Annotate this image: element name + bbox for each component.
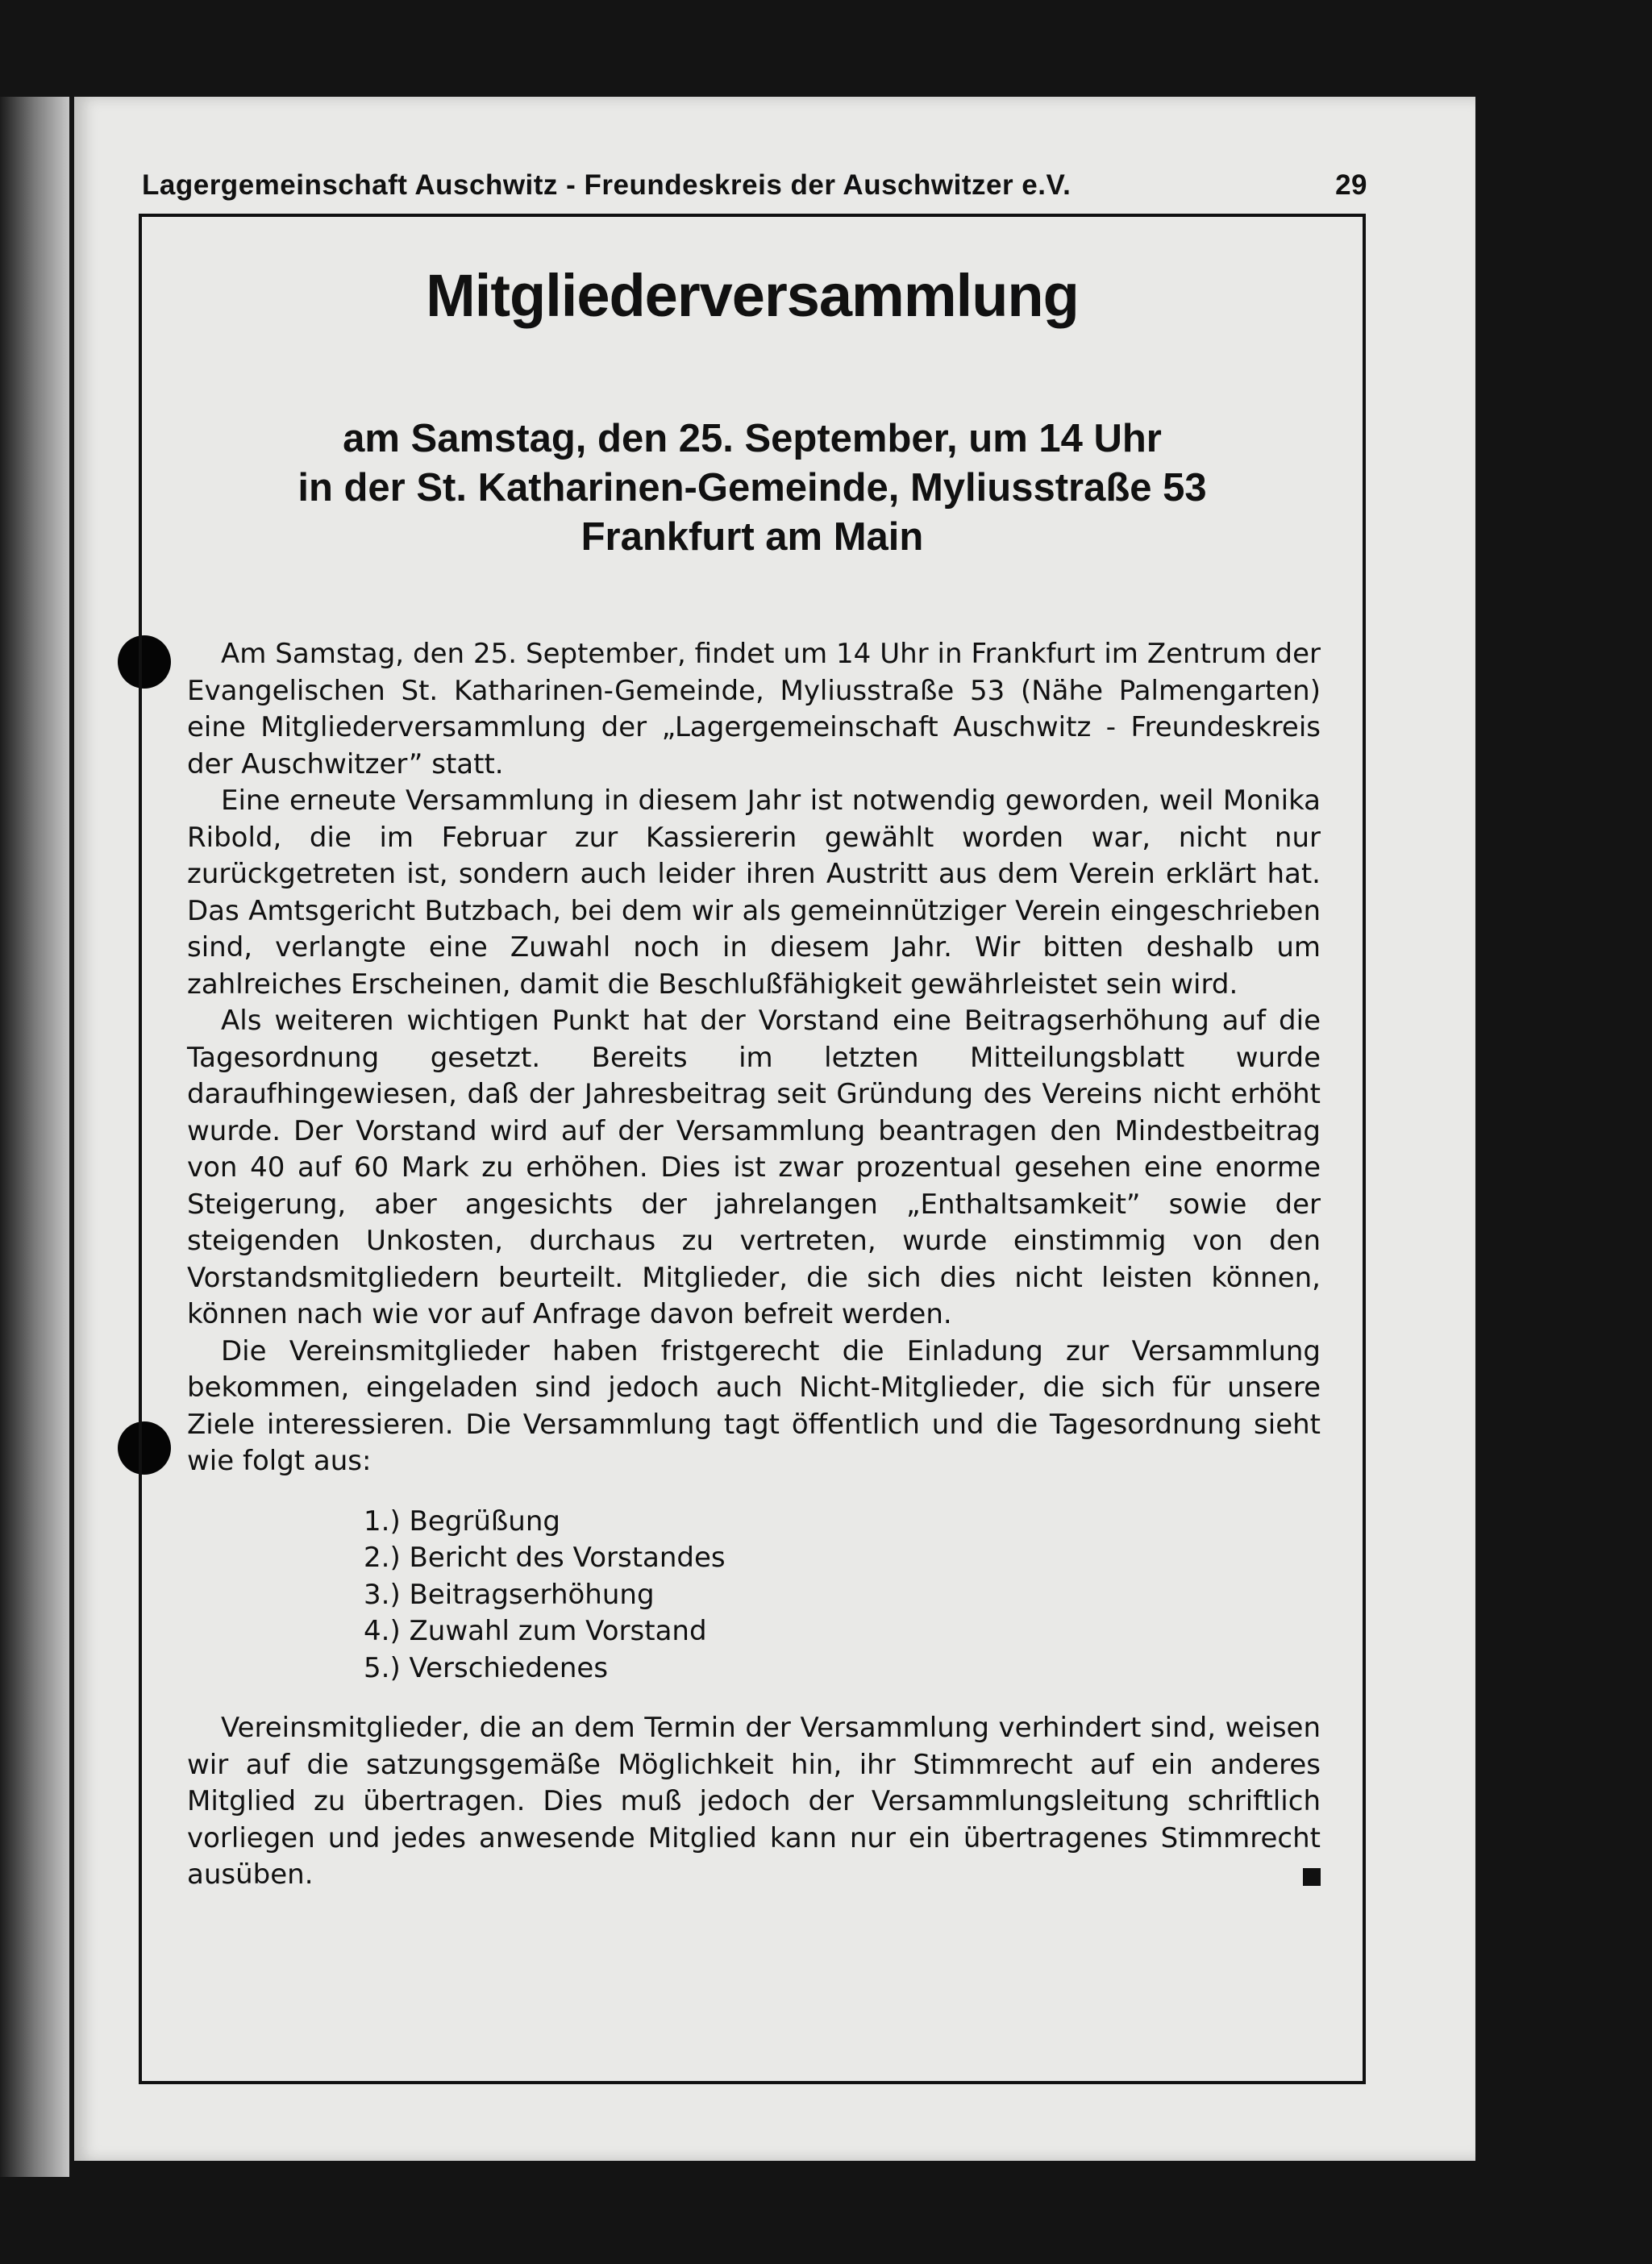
- running-header: [142, 161, 1367, 210]
- agenda-item: 3.) Beitragserhöhung: [364, 1578, 655, 1611]
- paragraph: Eine erneute Versammlung in diesem Jahr ist notwendig geworden, weil Monika Ribold, die im Februar zur Kassiererin gewählt worden war, nicht nur zurückgetreten ist, sondern auch leider ihren Austritt aus dem Verein erklärt hat. Das Amtsgericht Butzbach, bei dem wir als gemeinnütziger Verein eingeschrieben sind, verlangte eine Zuwahl noch in diesem Jahr. Wir bitten deshalb um zahlreiches Erscheinen, damit die Beschlußfähigkeit gewährleistet sein wird.: [187, 784, 1321, 1001]
- event-venue-line: in der St. Katharinen-Gemeinde, Myliusstraße 53: [298, 466, 1207, 510]
- article-body: [187, 636, 1321, 1894]
- agenda-item: 4.) Zuwahl zum Vorstand: [364, 1615, 707, 1647]
- page-number: 29: [1335, 169, 1367, 201]
- agenda-list: [364, 1504, 1321, 1688]
- agenda-item: 1.) Begrüßung: [364, 1504, 560, 1538]
- event-details: [142, 414, 1363, 562]
- article-frame: [139, 214, 1366, 2084]
- header-organization: Lagergemeinschaft Auschwitz - Freundeskreis der Auschwitzer e.V.: [142, 169, 1072, 201]
- paragraph: Am Samstag, den 25. September, findet um 14 Uhr in Frankfurt im Zentrum der Evangelischen St. Katharinen-Gemeinde, Myliusstraße 53 (Nähe Palmengarten) eine Mitgliederversammlung der „Lagergemeinschaft Auschwitz - Freundeskreis der Auschwitzer” statt.: [187, 638, 1321, 780]
- event-date-line: am Samstag, den 25. September, um 14 Uhr: [343, 417, 1162, 460]
- adjacent-page-edge: [0, 97, 69, 2177]
- event-city-line: Frankfurt am Main: [580, 515, 924, 559]
- closing-paragraph: Vereinsmitglieder, die an dem Termin der Versammlung verhindert sind, weisen wir auf die satzungsgemäße Möglichkeit hin, ihr Stimmrecht auf ein anderes Mitglied zu übertragen. Dies muß jedoch der Versammlungsleitung schriftlich vorliegen und jedes anwesende Mitglied kann nur ein übertragenes Stimmrecht ausüben.: [187, 1712, 1321, 1891]
- paragraph: Die Vereinsmitglieder haben fristgerecht die Einladung zur Versammlung bekommen, eingeladen sind jedoch auch Nicht-Mitglieder, die sich für unsere Ziele interessieren. Die Versammlung tagt öffentlich und die Tagesordnung sieht wie folgt aus:: [187, 1334, 1321, 1477]
- agenda-item: 5.) Verschiedenes: [364, 1651, 609, 1684]
- agenda-item: 2.) Bericht des Vorstandes: [364, 1542, 726, 1574]
- end-of-article-square-icon: [1303, 1868, 1321, 1886]
- article-title: Mitgliederversammlung: [426, 262, 1079, 329]
- closing-paragraph-wrapper: [187, 1710, 1321, 1894]
- paragraph: Als weiteren wichtigen Punkt hat der Vorstand eine Beitragserhöhung auf die Tagesordnung gesetzt. Bereits im letzten Mitteilungsblatt wurde daraufhingewiesen, daß der Jahresbeitrag seit Gründung des Vereins nicht erhöht wurde. Der Vorstand wird auf der Versammlung beantragen den Mindestbeitrag von 40 auf 60 Mark zu erhöhen. Dies ist zwar prozentual gesehen eine enorme Steigerung, aber angesichts der jahrelangen „Enthaltsamkeit” sowie der steigenden Unkosten, durchaus zu vertreten, wurde einstimmig von den Vorstandsmitgliedern beurteilt. Mitglieder, die sich dies nicht leisten können, können nach wie vor auf Anfrage davon befreit werden.: [187, 1005, 1321, 1330]
